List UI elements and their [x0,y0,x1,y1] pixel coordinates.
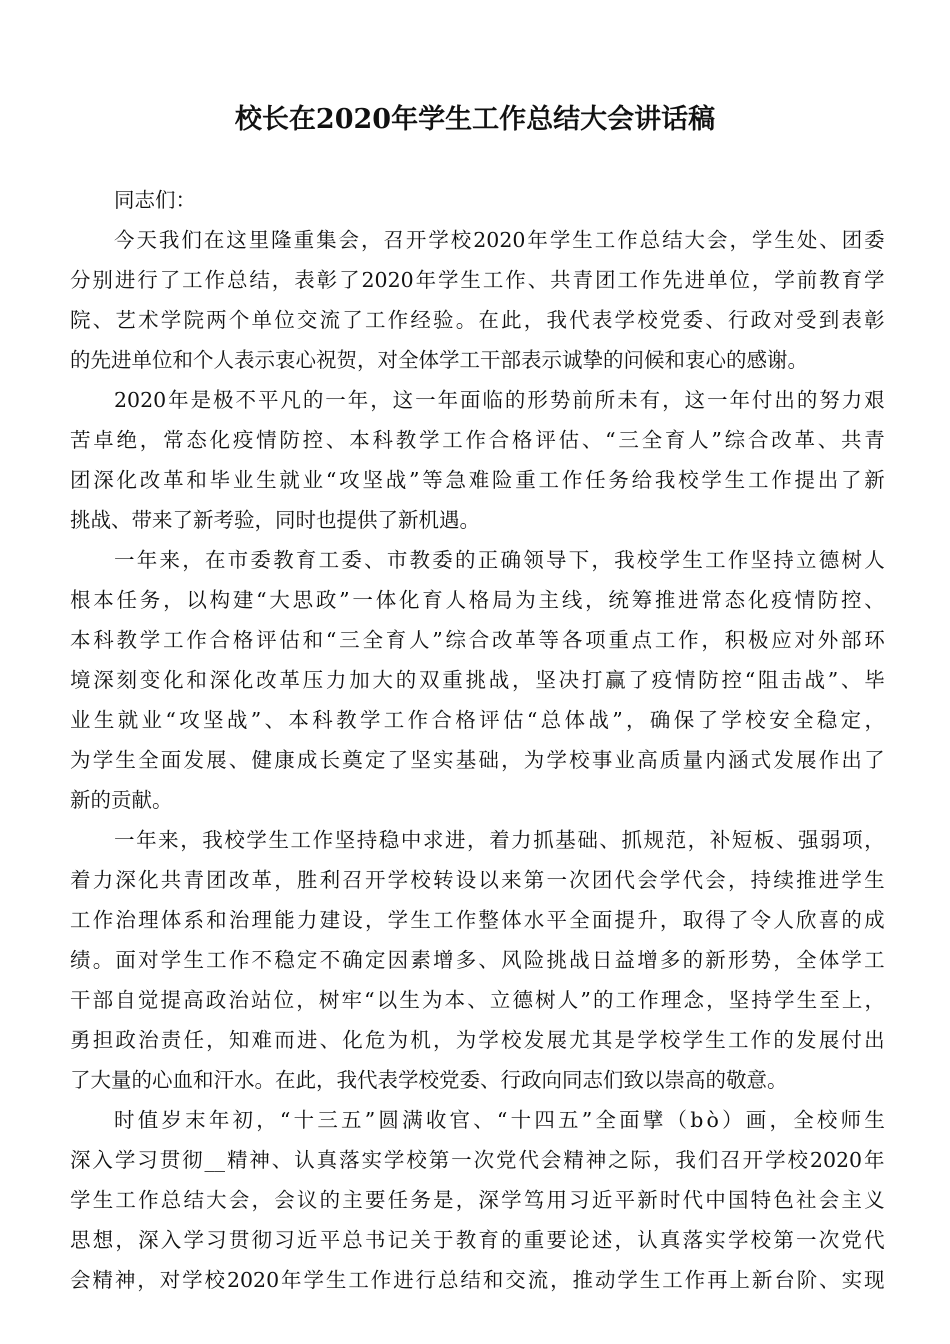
body-line: 今 天 我 们 在 这 里 隆 重 集 会 ， 召 开 学 校 2020 年 学 生 工 作 总 结 大 会 ， 学 生 处 、 团 委 [114,228,885,252]
body-line: 2020 年 是 极 不 平 凡 的 一 年 ， 这 一 年 面 临 的 形 势 前 所 未 有 ， 这 一 年 付 出 的 努 力 艰 [114,388,885,412]
body-line: 根 本 任 务 ， 以 构 建 “ 大 思 政 ” 一 体 化 育 人 格 局 为 主 线 ， 统 筹 推 进 常 态 化 疫 情 防 控 、 [70,588,885,612]
body-line: 会 精 神 ， 对 学 校 2020 年 学 生 工 作 进 行 总 结 和 交 流 ， 推 动 学 生 工 作 再 上 新 台 阶 、 实 现 [70,1268,885,1292]
body-line: 了大量的心血和汗水。在此，我代表学校党委、行政向同志们致以崇高的敬意。 [70,1068,788,1092]
body-line: 的先进单位和个人表示衷心祝贺，对全体学工干部表示诚挚的问候和衷心的感谢。 [70,348,808,372]
body-line: 一 年 来 ， 在 市 委 教 育 工 委 、 市 教 委 的 正 确 领 导 下 ， 我 校 学 生 工 作 坚 持 立 德 树 人 [114,548,885,572]
body-line: 同志们： [114,188,196,212]
body-line: 为 学 生 全 面 发 展 、 健 康 成 长 奠 定 了 坚 实 基 础 ， 为 学 校 事 业 高 质 量 内 涵 式 发 展 作 出 了 [70,748,885,772]
body-line: 团 深 化 改 革 和 毕 业 生 就 业 “ 攻 坚 战 ” 等 急 难 险 重 工 作 任 务 给 我 校 学 生 工 作 提 出 了 新 [70,468,885,492]
document-title: 校长在2020年学生工作总结大会讲话稿 [234,104,716,135]
body-line: 学 生 工 作 总 结 大 会 ， 会 议 的 主 要 任 务 是 ， 深 学 笃 用 习 近 平 新 时 代 中 国 特 色 社 会 主 义 [70,1188,885,1212]
body-line: 业 生 就 业 “ 攻 坚 战 ” 、 本 科 教 学 工 作 合 格 评 估 “ 总 体 战 ” ， 确 保 了 学 校 安 全 稳 定 ， [70,708,885,732]
body-line: 本 科 教 学 工 作 合 格 评 估 和 “ 三 全 育 人 ” 综 合 改 革 等 各 项 重 点 工 作 ， 积 极 应 对 外 部 环 [70,628,885,652]
body-line: 时 值 岁 末 年 初 ， “ 十 三 五 ” 圆 满 收 官 、 “ 十 四 五 ” 全 面 擘 （ b ò ） 画 ， 全 校 师 生 [114,1108,885,1132]
document-body [70,180,885,1300]
body-line: 挑战、带来了新考验，同时也提供了新机遇。 [70,508,480,532]
body-line: 勇 担 政 治 责 任 ， 知 难 而 进 、 化 危 为 机 ， 为 学 校 发 展 尤 其 是 学 校 学 生 工 作 的 发 展 付 出 [70,1028,885,1052]
body-line: 着 力 深 化 共 青 团 改 革 ， 胜 利 召 开 学 校 转 设 以 来 第 一 次 团 代 会 学 代 会 ， 持 续 推 进 学 生 [70,868,885,892]
body-line: 分 别 进 行 了 工 作 总 结 ， 表 彰 了 2020 年 学 生 工 作 、 共 青 团 工 作 先 进 单 位 ， 学 前 教 育 学 [70,268,885,292]
body-line: 苦 卓 绝 ， 常 态 化 疫 情 防 控 、 本 科 教 学 工 作 合 格 评 估 、 “ 三 全 育 人 ” 综 合 改 革 、 共 青 [70,428,885,452]
body-line: 工 作 治 理 体 系 和 治 理 能 力 建 设 ， 学 生 工 作 整 体 水 平 全 面 提 升 ， 取 得 了 令 人 欣 喜 的 成 [70,908,885,932]
body-line: 思 想 ， 深 入 学 习 贯 彻 习 近 平 总 书 记 关 于 教 育 的 重 要 论 述 ， 认 真 落 实 学 校 第 一 次 党 代 [70,1228,885,1252]
body-line: 院 、 艺 术 学 院 两 个 单 位 交 流 了 工 作 经 验 。 在 此 ， 我 代 表 学 校 党 委 、 行 政 对 受 到 表 彰 [70,308,885,332]
body-line: 深 入 学 习 贯 彻 __ 精 神 、 认 真 落 实 学 校 第 一 次 党 代 会 精 神 之 际 ， 我 们 召 开 学 校 2020 年 [70,1148,885,1172]
body-line: 干 部 自 觉 提 高 政 治 站 位 ， 树 牢 “ 以 生 为 本 、 立 德 树 人 ” 的 工 作 理 念 ， 坚 持 学 生 至 上 ， [70,988,885,1012]
body-line: 一 年 来 ， 我 校 学 生 工 作 坚 持 稳 中 求 进 ， 着 力 抓 基 础 、 抓 规 范 ， 补 短 板 、 强 弱 项 ， [114,828,885,852]
body-line: 境 深 刻 变 化 和 深 化 改 革 压 力 加 大 的 双 重 挑 战 ， 坚 决 打 赢 了 疫 情 防 控 “ 阻 击 战 ” 、 毕 [70,668,885,692]
body-line: 新的贡献。 [70,788,173,812]
body-line: 绩 。 面 对 学 生 工 作 不 稳 定 不 确 定 因 素 增 多 、 风 险 挑 战 日 益 增 多 的 新 形 势 ， 全 体 学 工 [70,948,885,972]
